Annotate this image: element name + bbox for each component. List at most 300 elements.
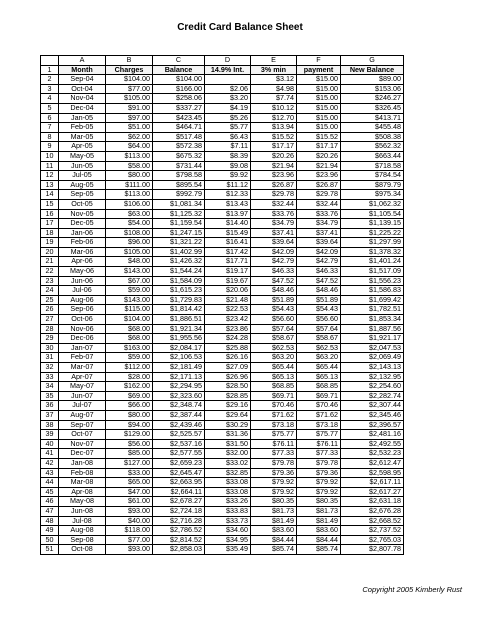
cell-month: Oct-04 xyxy=(59,84,106,94)
table-row xyxy=(41,420,404,430)
cell-charges: $80.00 xyxy=(106,171,153,181)
column-letter: G xyxy=(341,56,404,66)
cell-balance: $1,247.15 xyxy=(153,228,205,238)
table-row xyxy=(41,353,404,363)
cell-interest: $17.71 xyxy=(205,257,251,267)
cell-balance: $2,678.27 xyxy=(153,497,205,507)
cell-charges: $113.00 xyxy=(106,190,153,200)
cell-month: Jul-06 xyxy=(59,286,106,296)
cell-new-balance: $2,617.11 xyxy=(341,478,404,488)
row-number: 27 xyxy=(41,315,59,325)
cell-month: Mar-07 xyxy=(59,363,106,373)
cell-month: Nov-07 xyxy=(59,439,106,449)
cell-interest: $11.12 xyxy=(205,180,251,190)
cell-interest: $9.92 xyxy=(205,171,251,181)
cell-month: Jul-05 xyxy=(59,171,106,181)
cell-charges: $66.00 xyxy=(106,401,153,411)
cell-month: Dec-07 xyxy=(59,449,106,459)
cell-balance: $104.00 xyxy=(153,75,205,85)
row-number: 37 xyxy=(41,410,59,420)
row-number: 42 xyxy=(41,458,59,468)
cell-balance: $166.00 xyxy=(153,84,205,94)
table-row xyxy=(41,315,404,325)
cell-charges: $59.00 xyxy=(106,353,153,363)
row-number: 5 xyxy=(41,103,59,113)
row-number: 44 xyxy=(41,478,59,488)
cell-new-balance: $1,517.09 xyxy=(341,267,404,277)
cell-month: Feb-08 xyxy=(59,468,106,478)
cell-min-payment: $65.13 xyxy=(251,372,297,382)
cell-charges: $54.00 xyxy=(106,219,153,229)
cell-payment: $54.43 xyxy=(297,305,341,315)
cell-min-payment: $79.92 xyxy=(251,478,297,488)
cell-balance: $1,402.99 xyxy=(153,247,205,257)
cell-new-balance: $1,062.32 xyxy=(341,199,404,209)
cell-balance: $2,294.95 xyxy=(153,382,205,392)
row-number: 8 xyxy=(41,132,59,142)
table-row xyxy=(41,238,404,248)
cell-charges: $62.00 xyxy=(106,132,153,142)
cell-balance: $572.38 xyxy=(153,142,205,152)
row-number: 9 xyxy=(41,142,59,152)
cell-charges: $93.00 xyxy=(106,506,153,516)
table-row xyxy=(41,468,404,478)
row-number: 45 xyxy=(41,487,59,497)
row-number: 38 xyxy=(41,420,59,430)
table-row xyxy=(41,382,404,392)
cell-charges: $47.00 xyxy=(106,487,153,497)
cell-payment: $29.78 xyxy=(297,190,341,200)
cell-payment: $65.13 xyxy=(297,372,341,382)
cell-min-payment: $51.89 xyxy=(251,295,297,305)
cell-new-balance: $1,556.23 xyxy=(341,276,404,286)
cell-min-payment: $75.77 xyxy=(251,430,297,440)
column-letter: D xyxy=(205,56,251,66)
cell-interest: $23.42 xyxy=(205,315,251,325)
cell-interest: $31.50 xyxy=(205,439,251,449)
header-charges: Charges xyxy=(106,65,153,75)
cell-interest: $15.49 xyxy=(205,228,251,238)
table-row xyxy=(41,103,404,113)
cell-balance: $731.44 xyxy=(153,161,205,171)
cell-payment: $83.60 xyxy=(297,526,341,536)
cell-payment: $56.60 xyxy=(297,315,341,325)
cell-new-balance: $2,668.52 xyxy=(341,516,404,526)
cell-new-balance: $2,598.95 xyxy=(341,468,404,478)
cell-charges: $143.00 xyxy=(106,295,153,305)
cell-new-balance: $2,307.44 xyxy=(341,401,404,411)
cell-min-payment: $4.98 xyxy=(251,84,297,94)
table-row xyxy=(41,219,404,229)
cell-min-payment: $79.36 xyxy=(251,468,297,478)
cell-balance: $2,525.57 xyxy=(153,430,205,440)
cell-month: Oct-07 xyxy=(59,430,106,440)
row-number: 20 xyxy=(41,247,59,257)
cell-min-payment: $81.73 xyxy=(251,506,297,516)
cell-payment: $57.64 xyxy=(297,324,341,334)
cell-new-balance: $1,782.51 xyxy=(341,305,404,315)
cell-new-balance: $1,139.15 xyxy=(341,219,404,229)
cell-month: Sep-04 xyxy=(59,75,106,85)
cell-month: Jul-07 xyxy=(59,401,106,411)
cell-payment: $84.44 xyxy=(297,535,341,545)
cell-month: Sep-05 xyxy=(59,190,106,200)
cell-charges: $59.00 xyxy=(106,286,153,296)
cell-charges: $33.00 xyxy=(106,468,153,478)
column-letter: E xyxy=(251,56,297,66)
cell-min-payment: $21.94 xyxy=(251,161,297,171)
cell-balance: $2,439.46 xyxy=(153,420,205,430)
cell-balance: $258.06 xyxy=(153,94,205,104)
cell-charges: $108.00 xyxy=(106,228,153,238)
column-letter: A xyxy=(59,56,106,66)
table-row xyxy=(41,363,404,373)
cell-balance: $992.79 xyxy=(153,190,205,200)
cell-balance: $2,786.52 xyxy=(153,526,205,536)
cell-month: Oct-08 xyxy=(59,545,106,555)
table-row xyxy=(41,161,404,171)
cell-interest: $6.43 xyxy=(205,132,251,142)
cell-new-balance: $2,254.60 xyxy=(341,382,404,392)
cell-balance: $1,159.54 xyxy=(153,219,205,229)
row-number: 3 xyxy=(41,84,59,94)
cell-month: Jun-05 xyxy=(59,161,106,171)
cell-balance: $517.48 xyxy=(153,132,205,142)
cell-payment: $62.53 xyxy=(297,343,341,353)
cell-interest: $33.83 xyxy=(205,506,251,516)
cell-new-balance: $2,481.16 xyxy=(341,430,404,440)
cell-min-payment: $37.41 xyxy=(251,228,297,238)
cell-charges: $113.00 xyxy=(106,151,153,161)
cell-month: Mar-06 xyxy=(59,247,106,257)
cell-new-balance: $153.06 xyxy=(341,84,404,94)
row-number: 10 xyxy=(41,151,59,161)
cell-min-payment: $26.87 xyxy=(251,180,297,190)
row-number: 21 xyxy=(41,257,59,267)
cell-month: Mar-05 xyxy=(59,132,106,142)
cell-month: Jun-06 xyxy=(59,276,106,286)
row-number: 49 xyxy=(41,526,59,536)
cell-min-payment: $32.44 xyxy=(251,199,297,209)
cell-charges: $97.00 xyxy=(106,113,153,123)
cell-interest: $30.29 xyxy=(205,420,251,430)
cell-month: Jun-07 xyxy=(59,391,106,401)
cell-new-balance: $2,345.46 xyxy=(341,410,404,420)
row-number: 11 xyxy=(41,161,59,171)
cell-interest: $19.67 xyxy=(205,276,251,286)
cell-min-payment: $84.44 xyxy=(251,535,297,545)
cell-min-payment: $47.52 xyxy=(251,276,297,286)
header-interest: 14.9% Int. xyxy=(205,65,251,75)
cell-payment: $51.89 xyxy=(297,295,341,305)
cell-balance: $1,955.56 xyxy=(153,334,205,344)
row-number: 36 xyxy=(41,401,59,411)
row-number: 29 xyxy=(41,334,59,344)
cell-payment: $80.35 xyxy=(297,497,341,507)
row-number: 25 xyxy=(41,295,59,305)
cell-month: Sep-08 xyxy=(59,535,106,545)
cell-new-balance: $2,492.55 xyxy=(341,439,404,449)
cell-payment: $37.41 xyxy=(297,228,341,238)
cell-interest: $33.08 xyxy=(205,487,251,497)
cell-interest: $29.64 xyxy=(205,410,251,420)
cell-payment: $15.00 xyxy=(297,75,341,85)
cell-balance: $1,544.24 xyxy=(153,267,205,277)
cell-interest: $12.33 xyxy=(205,190,251,200)
cell-interest: $21.48 xyxy=(205,295,251,305)
cell-charges: $104.00 xyxy=(106,315,153,325)
column-letter: B xyxy=(106,56,153,66)
cell-charges: $65.00 xyxy=(106,478,153,488)
cell-charges: $163.00 xyxy=(106,343,153,353)
cell-charges: $91.00 xyxy=(106,103,153,113)
row-number: 50 xyxy=(41,535,59,545)
cell-interest: $29.16 xyxy=(205,401,251,411)
cell-interest: $20.06 xyxy=(205,286,251,296)
cell-payment: $68.85 xyxy=(297,382,341,392)
table-row xyxy=(41,478,404,488)
cell-payment: $79.36 xyxy=(297,468,341,478)
cell-month: Jan-06 xyxy=(59,228,106,238)
cell-min-payment: $85.74 xyxy=(251,545,297,555)
cell-balance: $2,814.52 xyxy=(153,535,205,545)
row-number: 12 xyxy=(41,171,59,181)
cell-new-balance: $2,532.23 xyxy=(341,449,404,459)
cell-min-payment: $54.43 xyxy=(251,305,297,315)
cell-balance: $2,084.17 xyxy=(153,343,205,353)
table-row xyxy=(41,142,404,152)
row-number: 28 xyxy=(41,324,59,334)
cell-min-payment: $83.60 xyxy=(251,526,297,536)
row-number: 23 xyxy=(41,276,59,286)
cell-min-payment: $34.79 xyxy=(251,219,297,229)
cell-payment: $15.52 xyxy=(297,132,341,142)
cell-month: Apr-07 xyxy=(59,372,106,382)
row-number: 26 xyxy=(41,305,59,315)
table-row xyxy=(41,94,404,104)
cell-min-payment: $68.85 xyxy=(251,382,297,392)
cell-month: Dec-06 xyxy=(59,334,106,344)
cell-balance: $1,615.23 xyxy=(153,286,205,296)
cell-interest: $33.73 xyxy=(205,516,251,526)
cell-balance: $798.58 xyxy=(153,171,205,181)
cell-charges: $64.00 xyxy=(106,142,153,152)
cell-min-payment: $57.64 xyxy=(251,324,297,334)
cell-balance: $2,716.28 xyxy=(153,516,205,526)
cell-new-balance: $1,699.42 xyxy=(341,295,404,305)
cell-month: May-07 xyxy=(59,382,106,392)
table-row xyxy=(41,295,404,305)
cell-charges: $127.00 xyxy=(106,458,153,468)
cell-balance: $2,577.55 xyxy=(153,449,205,459)
cell-interest: $26.96 xyxy=(205,372,251,382)
row-number: 35 xyxy=(41,391,59,401)
cell-new-balance: $2,282.74 xyxy=(341,391,404,401)
cell-interest: $8.39 xyxy=(205,151,251,161)
cell-min-payment: $17.17 xyxy=(251,142,297,152)
cell-new-balance: $2,631.18 xyxy=(341,497,404,507)
cell-month: Jan-08 xyxy=(59,458,106,468)
cell-min-payment: $79.92 xyxy=(251,487,297,497)
cell-min-payment: $10.12 xyxy=(251,103,297,113)
cell-new-balance: $1,105.54 xyxy=(341,209,404,219)
cell-payment: $15.00 xyxy=(297,113,341,123)
cell-month: Aug-08 xyxy=(59,526,106,536)
cell-month: Dec-05 xyxy=(59,219,106,229)
cell-payment: $42.09 xyxy=(297,247,341,257)
cell-new-balance: $1,586.83 xyxy=(341,286,404,296)
cell-balance: $895.54 xyxy=(153,180,205,190)
cell-min-payment: $81.49 xyxy=(251,516,297,526)
cell-interest: $28.85 xyxy=(205,391,251,401)
cell-interest: $27.09 xyxy=(205,363,251,373)
cell-interest: $19.17 xyxy=(205,267,251,277)
cell-new-balance: $1,853.34 xyxy=(341,315,404,325)
table-row xyxy=(41,324,404,334)
header-balance: Balance xyxy=(153,65,205,75)
table-row xyxy=(41,497,404,507)
row-number: 22 xyxy=(41,267,59,277)
copyright-footer: Copyright 2005 Kimberly Rust xyxy=(362,585,462,594)
cell-payment: $81.73 xyxy=(297,506,341,516)
cell-month: May-05 xyxy=(59,151,106,161)
cell-interest: $17.42 xyxy=(205,247,251,257)
row-number: 13 xyxy=(41,180,59,190)
row-number: 46 xyxy=(41,497,59,507)
cell-charges: $58.00 xyxy=(106,161,153,171)
row-number: 7 xyxy=(41,123,59,133)
cell-payment: $85.74 xyxy=(297,545,341,555)
cell-balance: $337.27 xyxy=(153,103,205,113)
table-row xyxy=(41,391,404,401)
cell-new-balance: $508.38 xyxy=(341,132,404,142)
cell-min-payment: $71.62 xyxy=(251,410,297,420)
row-number: 31 xyxy=(41,353,59,363)
table-row xyxy=(41,151,404,161)
cell-month: Feb-05 xyxy=(59,123,106,133)
cell-payment: $70.46 xyxy=(297,401,341,411)
cell-charges: $115.00 xyxy=(106,305,153,315)
cell-charges: $63.00 xyxy=(106,209,153,219)
cell-balance: $2,537.16 xyxy=(153,439,205,449)
row-number: 14 xyxy=(41,190,59,200)
row-number: 4 xyxy=(41,94,59,104)
cell-payment: $32.44 xyxy=(297,199,341,209)
table-row xyxy=(41,343,404,353)
cell-new-balance: $246.27 xyxy=(341,94,404,104)
table-row xyxy=(41,171,404,181)
cell-new-balance: $2,676.28 xyxy=(341,506,404,516)
cell-payment: $79.92 xyxy=(297,487,341,497)
table-row xyxy=(41,113,404,123)
cell-charges: $129.00 xyxy=(106,430,153,440)
table-body xyxy=(41,56,404,555)
table-row xyxy=(41,545,404,555)
cell-charges: $48.00 xyxy=(106,257,153,267)
cell-charges: $85.00 xyxy=(106,449,153,459)
cell-charges: $143.00 xyxy=(106,267,153,277)
cell-min-payment: $39.64 xyxy=(251,238,297,248)
row-number: 24 xyxy=(41,286,59,296)
cell-charges: $68.00 xyxy=(106,324,153,334)
cell-interest: $2.06 xyxy=(205,84,251,94)
cell-balance: $1,125.32 xyxy=(153,209,205,219)
cell-balance: $2,171.13 xyxy=(153,372,205,382)
cell-charges: $112.00 xyxy=(106,363,153,373)
cell-interest: $26.16 xyxy=(205,353,251,363)
column-letter: F xyxy=(297,56,341,66)
cell-min-payment: $20.26 xyxy=(251,151,297,161)
cell-balance: $2,323.60 xyxy=(153,391,205,401)
cell-payment: $58.67 xyxy=(297,334,341,344)
cell-interest: $13.43 xyxy=(205,199,251,209)
header-row xyxy=(41,65,404,75)
table-row xyxy=(41,516,404,526)
cell-charges: $80.00 xyxy=(106,410,153,420)
cell-interest: $22.53 xyxy=(205,305,251,315)
cell-interest: $16.41 xyxy=(205,238,251,248)
row-number: 48 xyxy=(41,516,59,526)
cell-month: Jun-08 xyxy=(59,506,106,516)
cell-new-balance: $2,396.57 xyxy=(341,420,404,430)
cell-interest: $32.85 xyxy=(205,468,251,478)
cell-min-payment: $70.46 xyxy=(251,401,297,411)
cell-balance: $2,724.18 xyxy=(153,506,205,516)
cell-payment: $34.79 xyxy=(297,219,341,229)
column-letter-row xyxy=(41,56,404,66)
cell-interest: $31.36 xyxy=(205,430,251,440)
cell-new-balance: $2,047.53 xyxy=(341,343,404,353)
row-number: 33 xyxy=(41,372,59,382)
cell-min-payment: $13.94 xyxy=(251,123,297,133)
table-row xyxy=(41,535,404,545)
cell-balance: $2,664.11 xyxy=(153,487,205,497)
cell-payment: $15.00 xyxy=(297,84,341,94)
cell-balance: $1,886.51 xyxy=(153,315,205,325)
cell-new-balance: $1,225.22 xyxy=(341,228,404,238)
cell-interest: $24.28 xyxy=(205,334,251,344)
cell-new-balance: $2,617.27 xyxy=(341,487,404,497)
cell-new-balance: $2,765.03 xyxy=(341,535,404,545)
cell-payment: $65.44 xyxy=(297,363,341,373)
row-number: 16 xyxy=(41,209,59,219)
cell-new-balance: $2,069.49 xyxy=(341,353,404,363)
cell-new-balance: $89.00 xyxy=(341,75,404,85)
cell-payment: $79.78 xyxy=(297,458,341,468)
row-number: 1 xyxy=(41,65,59,75)
cell-charges: $67.00 xyxy=(106,276,153,286)
table-row xyxy=(41,123,404,133)
cell-interest: $14.40 xyxy=(205,219,251,229)
cell-balance: $1,814.42 xyxy=(153,305,205,315)
cell-balance: $2,387.44 xyxy=(153,410,205,420)
cell-min-payment: $62.53 xyxy=(251,343,297,353)
cell-balance: $423.45 xyxy=(153,113,205,123)
corner-cell xyxy=(41,56,59,66)
cell-balance: $464.71 xyxy=(153,123,205,133)
cell-min-payment: $80.35 xyxy=(251,497,297,507)
cell-payment: $15.00 xyxy=(297,94,341,104)
cell-balance: $1,081.34 xyxy=(153,199,205,209)
cell-month: Feb-07 xyxy=(59,353,106,363)
cell-payment: $79.92 xyxy=(297,478,341,488)
cell-min-payment: $12.70 xyxy=(251,113,297,123)
row-number: 39 xyxy=(41,430,59,440)
cell-new-balance: $879.79 xyxy=(341,180,404,190)
cell-min-payment: $56.60 xyxy=(251,315,297,325)
row-number: 32 xyxy=(41,363,59,373)
table-row xyxy=(41,526,404,536)
